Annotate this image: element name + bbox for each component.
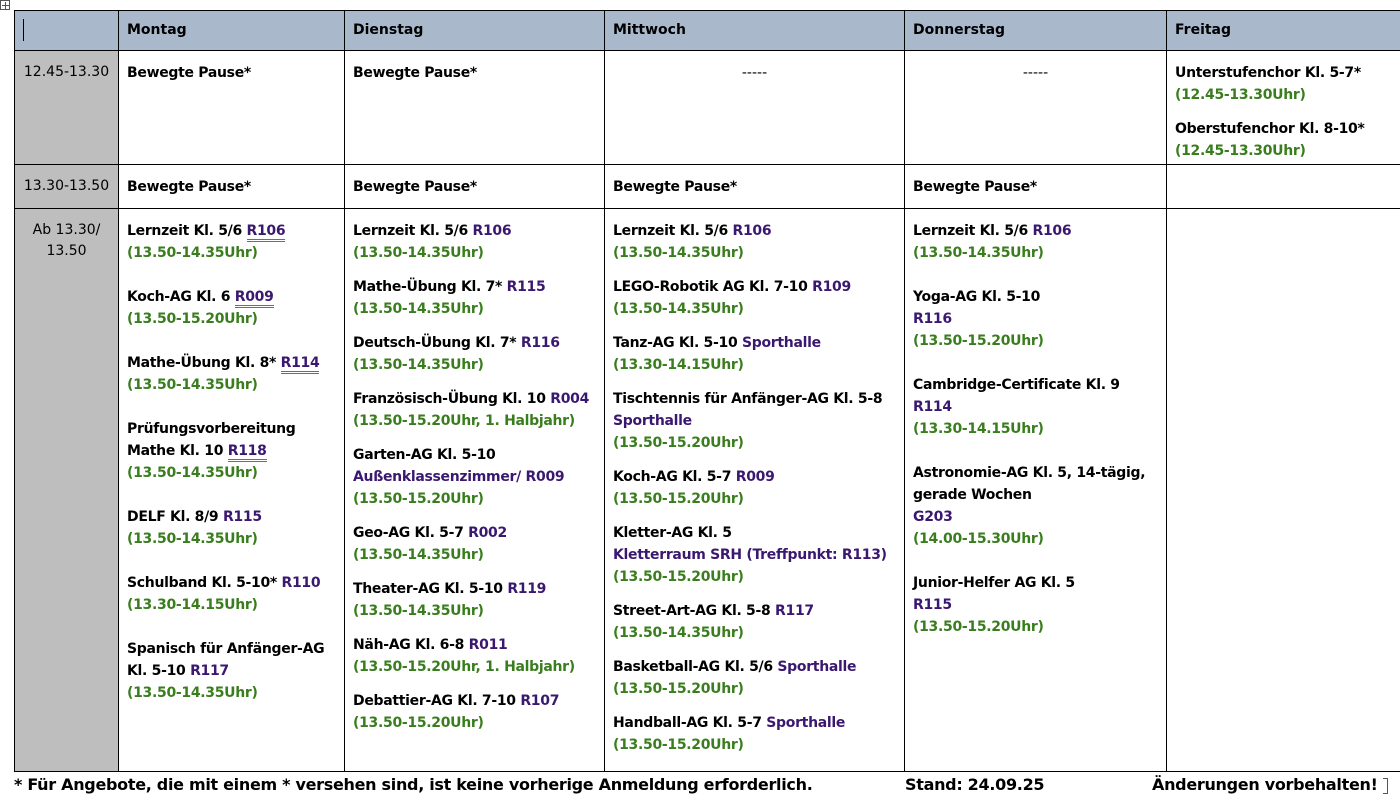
activity-room: R011 [468,637,508,653]
activity-title: Garten-AG Kl. 5-10 [353,447,496,463]
activity-entry [913,462,1153,550]
activity-entry [353,388,604,432]
activity-room: Sporthalle [766,715,846,731]
activity-title: DELF Kl. 8/9 [127,509,223,525]
activity-title: Astronomie-AG Kl. 5, 14-tägig, gerade Wochen [913,465,1146,503]
activity-time: (13.50-15.20Uhr) [353,715,484,731]
activity-title: Kletter-AG Kl. 5 [613,525,732,541]
activity-title: Koch-AG Kl. 6 [127,289,235,305]
activity-entry [127,506,344,550]
time-slot-label: 12.45-13.30 [15,51,119,165]
time-slot-label: Ab 13.30/ 13.50 [15,209,119,772]
activity-room: R114 [281,355,320,374]
day-header-dienstag: Dienstag [345,11,605,51]
activity-entry [613,388,904,454]
activity-room: R109 [812,279,851,295]
empty-placeholder: ----- [1022,65,1049,81]
activity-title: Koch-AG Kl. 5-7 [613,469,736,485]
activity-time: (13.50-14.35Uhr) [353,547,484,563]
activity-room: R116 [913,311,952,327]
schedule-cell [905,51,1167,165]
activity-title: Bewegte Pause* [127,179,251,195]
activity-title: Basketball-AG Kl. 5/6 [613,659,778,675]
activity-time: (13.50-15.20Uhr) [353,491,484,507]
activity-room: R119 [507,581,547,597]
activity-title: LEGO-Robotik AG Kl. 7-10 [613,279,813,295]
activity-time: (13.50-14.35Uhr) [127,245,258,261]
activity-time: (13.50-15.20Uhr, 1. Halbjahr) [353,659,575,675]
activity-entry [127,638,332,704]
activity-room: R117 [775,603,814,619]
footer-disclaimer: Änderungen vorbehalten! [1152,775,1378,794]
activity-title: Yoga-AG Kl. 5-10 [913,289,1041,305]
activity-time: (13.50-15.20Uhr) [913,619,1044,635]
activity-time: (13.30-14.15Uhr) [613,357,744,373]
activity-entry [353,276,604,320]
activity-time: (13.50-14.35Uhr) [353,357,484,373]
day-header-montag: Montag [119,11,345,51]
activity-entry [913,374,1166,440]
activity-time: (13.50-15.20Uhr) [613,737,744,753]
activity-title: Geo-AG Kl. 5-7 [353,525,469,541]
activity-room: R115 [222,509,262,525]
activity-title: Oberstufenchor Kl. 8-10* [1175,121,1365,137]
schedule-cell [1167,51,1400,165]
activity-title: Deutsch-Übung Kl. 7* [353,335,521,351]
activity-time: (13.50-14.35Uhr) [127,531,258,547]
activity-title: Bewegte Pause* [613,179,737,195]
activity-title: Mathe-Übung Kl. 7* [353,279,507,295]
activity-title: Schulband Kl. 5-10* [127,575,282,591]
activity-title: Lernzeit Kl. 5/6 [613,223,733,239]
activity-entry [353,176,604,198]
activity-room: R009 [235,289,274,308]
schedule-cell [605,209,905,772]
activity-room: R115 [913,597,952,613]
activity-entry [353,62,604,84]
schedule-cell [119,51,345,165]
activity-entry [1175,62,1400,106]
activity-time: (13.50-14.35Uhr) [353,603,484,619]
activity-entry [127,418,307,484]
schedule-cell [1167,209,1400,772]
activity-title: Lernzeit Kl. 5/6 [913,223,1033,239]
activity-time: (13.50-14.35Uhr) [127,377,258,393]
activity-title: Bewegte Pause* [353,179,477,195]
activity-room: R106 [247,223,286,242]
activity-time: (12.45-13.30Uhr) [1175,87,1306,103]
activity-time: (13.50-15.20Uhr) [913,333,1044,349]
activity-room: R107 [520,693,560,709]
activity-room: R118 [228,443,267,462]
activity-entry [353,690,604,734]
activity-time: (13.50-14.35Uhr) [613,301,744,317]
activity-entry [613,600,904,644]
footer-stand: Stand: 24.09.25 [905,775,1045,794]
activity-time: (13.50-14.35Uhr) [127,685,258,701]
activity-room: Kletterraum SRH (Treffpunkt: R113) [613,547,887,563]
activity-entry [613,220,904,264]
activity-entry [613,522,904,588]
footer-note: * Für Angebote, die mit einem * versehen sind, ist keine vorherige Anmeldung erforderlich. [14,775,813,794]
activity-title: Unterstufenchor Kl. 5-7* [1175,65,1361,81]
activity-time: (13.50-14.35Uhr) [613,245,744,261]
time-row [15,209,1400,772]
activity-entry [353,332,604,376]
day-header-freitag: Freitag [1167,11,1400,51]
activity-title: Tischtennis für Anfänger-AG Kl. 5-8 [613,391,883,407]
schedule-cell [605,165,905,209]
activity-title: Bewegte Pause* [353,65,477,81]
schedule-cell [345,51,605,165]
activity-entry [353,634,604,678]
activity-entry [353,578,604,622]
activity-title: Spanisch für Anfänger-AG Kl. 5-10 [127,641,325,679]
activity-title: Street-Art-AG Kl. 5-8 [613,603,776,619]
activity-title: Prüfungsvorbereitung Mathe Kl. 10 [127,421,296,459]
activity-time: (13.50-14.35Uhr) [913,245,1044,261]
table-move-handle-icon[interactable] [0,0,10,10]
schedule-cell [345,165,605,209]
activity-entry [613,712,904,756]
activity-time: (13.50-15.20Uhr) [613,569,744,585]
activity-title: Cambridge-Certificate Kl. 9 [913,377,1120,393]
activity-title: Tanz-AG Kl. 5-10 [613,335,742,351]
activity-entry [127,572,344,616]
activity-entry [353,444,604,510]
activity-time: (13.50-15.20Uhr) [613,491,744,507]
activity-title: Bewegte Pause* [127,65,251,81]
activity-room: Sporthalle [613,413,692,429]
activity-entry [353,220,604,264]
activity-entry [127,352,344,396]
activity-entry [913,220,1166,264]
activity-entry [127,176,344,198]
activity-title: Theater-AG Kl. 5-10 [353,581,508,597]
header-corner[interactable] [15,11,119,51]
activity-room: R009 [735,469,775,485]
activity-entry [613,176,904,198]
activity-title: Mathe-Übung Kl. 8* [127,355,281,371]
schedule-cell [605,51,905,165]
activity-time: (13.50-14.35Uhr) [127,465,258,481]
schedule-cell [119,209,345,772]
activity-entry [127,62,344,84]
activity-entry [613,332,904,376]
activity-time: (13.50-14.35Uhr) [613,625,744,641]
activity-time: (13.50-15.20Uhr) [127,311,258,327]
schedule-cell [905,209,1167,772]
schedule-cell [345,209,605,772]
activity-room: R106 [732,223,772,239]
activity-entry [127,220,344,264]
header-row [15,11,1400,51]
activity-room: R115 [506,279,546,295]
activity-room: R114 [913,399,952,415]
activity-entry [1175,118,1400,162]
activity-room: R116 [520,335,560,351]
schedule-cell [119,165,345,209]
activity-entry [913,176,1166,198]
activity-title: Französisch-Übung Kl. 10 [353,391,551,407]
activity-entry [127,286,344,330]
schedule-cell [1167,165,1400,209]
activity-time: (13.50-15.20Uhr) [613,681,744,697]
activity-title: Lernzeit Kl. 5/6 [353,223,473,239]
activity-title: Näh-AG Kl. 6-8 [353,637,469,653]
activity-room: Sporthalle [741,335,821,351]
activity-room: Sporthalle [777,659,857,675]
activity-room: R004 [550,391,590,407]
activity-entry [353,522,604,566]
activity-time: (14.00-15.30Uhr) [913,531,1044,547]
activity-room: R002 [468,525,507,541]
activity-title: Bewegte Pause* [913,179,1037,195]
activity-entry [613,656,904,700]
activity-room: Außenklassenzimmer/ R009 [353,469,565,485]
activity-title: Lernzeit Kl. 5/6 [127,223,247,239]
activity-room: G203 [913,509,953,525]
activity-title: Debattier-AG Kl. 7-10 [353,693,521,709]
activity-time: (13.30-14.15Uhr) [913,421,1044,437]
table-resize-handle-icon[interactable] [1383,778,1388,794]
day-header-mittwoch: Mittwoch [605,11,905,51]
activity-time: (12.45-13.30Uhr) [1175,143,1306,159]
activity-entry [913,572,1166,638]
activity-time: (13.50-15.20Uhr, 1. Halbjahr) [353,413,575,429]
day-header-donnerstag: Donnerstag [905,11,1167,51]
activity-entry [913,286,1166,352]
activity-time: (13.50-14.35Uhr) [353,245,484,261]
activity-entry [613,466,904,510]
activity-entry [613,276,904,320]
activity-room: R117 [190,663,229,679]
time-row [15,165,1400,209]
activity-room: R106 [1032,223,1072,239]
time-row [15,51,1400,165]
timetable [14,10,1400,772]
activity-title: Junior-Helfer AG Kl. 5 [913,575,1075,591]
activity-time: (13.50-14.35Uhr) [353,301,484,317]
schedule-cell [905,165,1167,209]
activity-time: (13.30-14.15Uhr) [127,597,258,613]
activity-title: Handball-AG Kl. 5-7 [613,715,767,731]
activity-room: R110 [281,575,321,591]
time-slot-label: 13.30-13.50 [15,165,119,209]
activity-room: R106 [472,223,512,239]
text-cursor-icon [23,19,24,41]
activity-time: (13.50-15.20Uhr) [613,435,744,451]
empty-placeholder: ----- [741,65,768,81]
